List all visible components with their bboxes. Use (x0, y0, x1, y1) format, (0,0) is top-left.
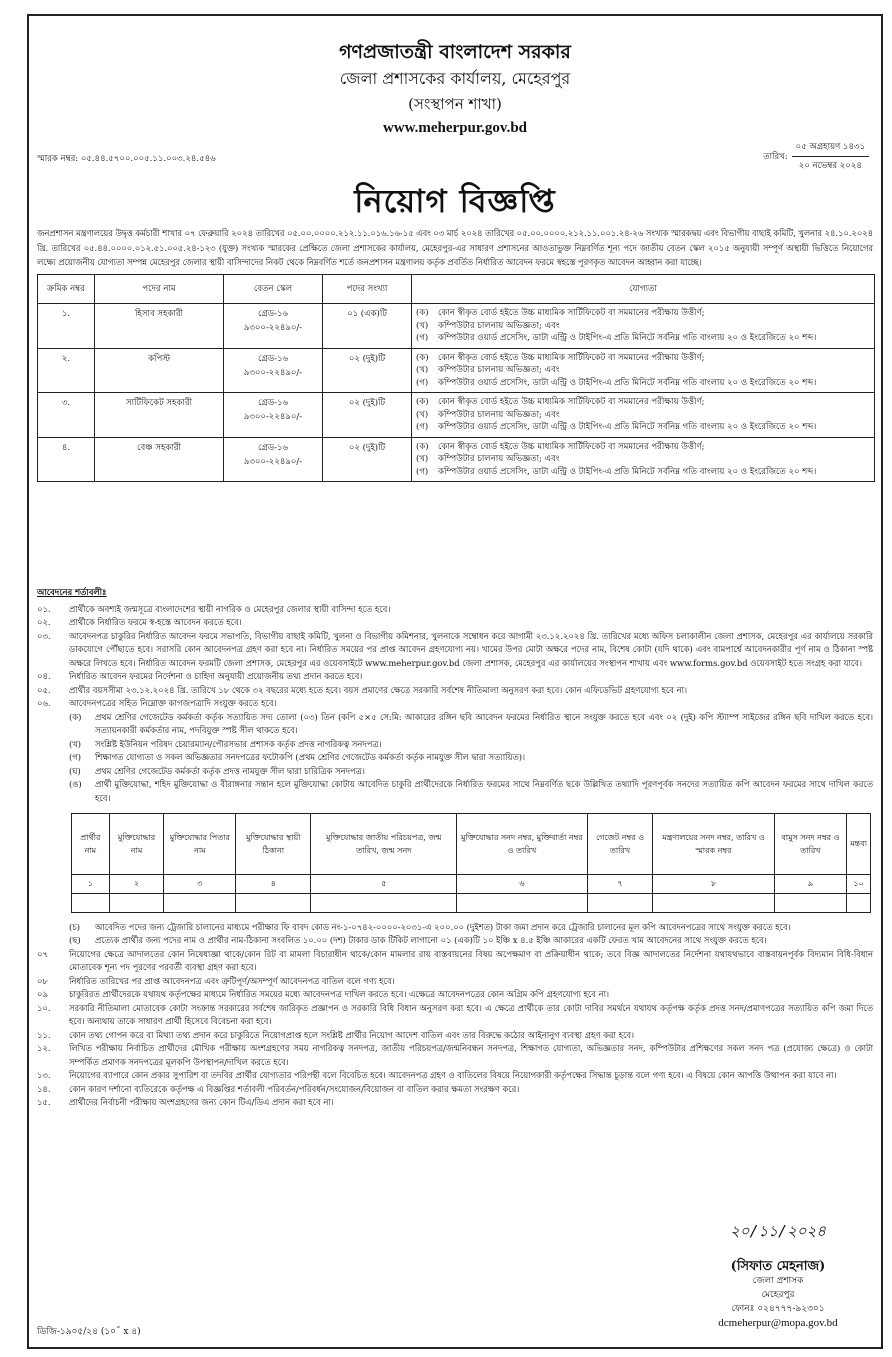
qualification-key: (গ) (416, 422, 429, 432)
condition-item (37, 684, 873, 698)
qualification-key: (ক) (416, 441, 429, 452)
post-row (38, 393, 875, 438)
item-number: ১৫. (37, 1097, 51, 1107)
item-text: প্রথম শ্রেণির গেজেটেড কর্মকর্তা কর্তৃক প্রদত্ত নামযুক্ত সীল দ্বারা চারিত্রিক সনদপত্র। (95, 765, 365, 776)
condition-sub-item (37, 711, 873, 738)
qualification-item (416, 352, 870, 365)
item-number: (খ) (69, 738, 82, 749)
item-text: শিক্ষাগত যোগ্যতা ও সকল অভিজ্ঞতার সনদপত্রের ফটোকপি (প্রথম শ্রেণির গেজেটেড কর্মকর্তা কর্তৃক নামযুক্ত সীল দ্বারা সত্যায়িত)। (95, 752, 525, 762)
ff-blank-cell (164, 893, 236, 912)
condition-item (37, 1083, 873, 1097)
ff-blank-cell (653, 893, 774, 912)
item-text: চাকুরিরত প্রার্থীদেরকে যথাযথ কর্তৃপক্ষের মাধ্যমে নির্ধারিত সময়ের মধ্যে আবেদনপত্র দাখিল করতে হবে। এক্ষেত্রে আবেদনপত্রের কোন অগ্রিম কপি গ্রহণযোগ্য হবে না। (69, 989, 610, 999)
item-number: ০৭ (37, 948, 48, 959)
post-count: ০২ (দুই)টি (323, 393, 412, 438)
posts-header-row (38, 275, 875, 304)
signature-block (693, 1224, 863, 1330)
item-text: প্রার্থীকে অবশ্যই জন্মসূত্রে বাংলাদেশের স্থায়ী নাগরিক ও মেহেরপুর জেলার স্থায়ী বাসিন্দা হতে হবে। (69, 603, 391, 614)
post-count: ০২ (দুই)টি (323, 437, 412, 482)
post-scale: ৯৩০০-২২৪৯০/- (243, 412, 303, 422)
qualification-key: (ক) (416, 308, 429, 318)
qualification-key: (ক) (416, 397, 429, 407)
ff-column-number: ২ (109, 875, 164, 894)
item-text: নির্ধারিত আবেদন ফরমের নির্দেশনা ও চাহিদা অনুযায়ী প্রয়োজনীয় তথ্য প্রদান করতে হবে। (69, 671, 363, 681)
item-number: ১০. (37, 1002, 51, 1013)
qualification-text: কোন স্বীকৃত বোর্ড হইতে উচ্চ মাধ্যমিক সার্টিফিকেট বা সমমানের পরীক্ষায় উত্তীর্ণ; (438, 397, 705, 407)
ff-column-header: মুক্তিযোদ্ধার পিতার নাম (164, 814, 236, 875)
post-scale: ৯৩০০-২২৪৯০/- (243, 456, 303, 467)
item-text: প্রথম শ্রেণির গেজেটেড কর্মকর্তা কর্তৃক সত্যায়িত সদ্য তোলা (০৩) তিন (কপি ৫×৫ সে:মি: আকারের রঙ্গিন ছবি আবেদন ফরমের নির্ধারিত স্থানে সংযুক্ত করতে হবে এবং ০২ (দুই) কপি স্ট্যাম্প সাইজের রঙ্গিন ছবি দাখিল করতে হবে। সত্যায়নকারী কর্মকর্তার নাম, পদবিযুক্ত স্পষ্ট সীল থাকতে হবে। (95, 711, 873, 735)
condition-sub-item (37, 751, 873, 765)
ff-blank-cell (774, 893, 847, 912)
ff-column-header: মুক্তিযোদ্ধার সনদ নম্বর, মুক্তিবার্তা নম্বর ও তারিখ (457, 814, 587, 875)
condition-sub-item (37, 765, 873, 779)
qualification-text: কম্পিউটার ওয়ার্ড প্রসেসিং, ডাটা এন্ট্রি ও টাইপিং-এ প্রতি মিনিটে সর্বনিম্ন গতি বাংলায় ২০ ও ইংরেজিতে ২০ শব্দ। (438, 377, 817, 388)
item-text: নিয়োগের ব্যাপারে কোন প্রকার সুপারিশ বা তদবির প্রার্থীর যোগ্যতার পরিপন্থী বলে বিবেচিত হবে। আবেদনপত্র গ্রহণ ও বাতিলের বিষয়ে নিয়োগকারী কর্তৃপক্ষের সিদ্ধান্ত চূড়ান্ত বলে গণ্য হবে। এ বিষয়ে কোন আপত্তি উত্থাপন করা যাবে না। (69, 1070, 837, 1080)
post-grade: গ্রেড-১৬ (258, 353, 288, 364)
post-pay-scale (224, 304, 323, 349)
conditions-section (37, 586, 873, 1110)
ff-number-row (72, 875, 871, 894)
office-name: জেলা প্রশাসকের কার্যালয়, মেহেরপুর (339, 69, 571, 88)
condition-item (37, 603, 873, 617)
branch-name: (সংস্থাপন শাখা) (408, 95, 502, 113)
item-text: সরকারি নীতিমালা মোতাবেক কোটা সংক্রান্ত সরকারের সর্বশেষ জারিকৃত প্রজ্ঞাপন ও সরকারি বিধি বিধান অনুসরণ করা হবে। এ ক্ষেত্রে প্রার্থীকে তার কোটা দাবির সমর্থনে যথাযথ কর্তৃপক্ষ কর্তৃক প্রদত্ত সনদ/প্রমাণপত্রের সত্যায়িত কপি জমা দিতে হবে। অন্যথায় তাকে সাধারণ প্রার্থী হিসেবে বিবেচনা করা হবে। (69, 1002, 873, 1026)
post-serial: ১. (38, 304, 95, 349)
ff-blank-cell (847, 893, 871, 912)
post-qualification (412, 348, 875, 393)
condition-item (37, 948, 873, 975)
item-number: ১৩. (37, 1070, 51, 1080)
qualification-item (416, 307, 870, 320)
post-name: বেঞ্চ সহকারী (95, 437, 224, 482)
post-serial: ৩. (38, 393, 95, 438)
ff-header-row (72, 814, 871, 875)
post-row (38, 304, 875, 349)
condition-item (37, 616, 873, 630)
post-pay-scale (224, 348, 323, 393)
qualification-item (416, 409, 870, 422)
post-scale: ৯৩০০-২২৪৯০/- (243, 323, 303, 333)
post-grade: গ্রেড-১৬ (258, 398, 288, 408)
ff-blank-cell (311, 893, 457, 912)
qualification-item (416, 466, 870, 479)
condition-sub-item (37, 921, 873, 935)
date-block (763, 140, 869, 173)
qualification-text: কম্পিউটার ওয়ার্ড প্রসেসিং, ডাটা এন্ট্রি ও টাইপিং-এ প্রতি মিনিটে সর্বনিম্ন গতি বাংলায় ২০ ও ইংরেজিতে ২০ শব্দ। (438, 422, 817, 432)
qualification-key: (খ) (416, 365, 429, 375)
condition-item (37, 670, 873, 684)
footer-code: ডিজি-১৯০৫/২৪ (১০˝ x ৪) (37, 1327, 141, 1337)
ff-column-number: ৯ (774, 875, 847, 894)
ff-column-number: ৮ (653, 875, 774, 894)
condition-item (37, 1002, 873, 1029)
post-count: ০২ (দুই)টি (323, 348, 412, 393)
qualification-item (416, 377, 870, 390)
col-pay-scale: বেতন স্কেল (224, 275, 323, 304)
condition-item (37, 988, 873, 1002)
ff-column-header: মুক্তিযোদ্ধার জাতীয় পরিচয়পত্র, জন্ম তারিখ, জন্ম সনদ (311, 814, 457, 875)
signatory-district: মেহেরপুর (761, 1290, 795, 1300)
qualification-item (416, 320, 870, 333)
item-number: ১১. (37, 1029, 51, 1040)
qualification-key: (খ) (416, 454, 429, 464)
item-text: আবেদনপত্র চাকুরির নির্ধারিত আবেদন ফরমে সভাপতি, বিভাগীয় বাছাই কমিটি, খুলনা ও বিভাগীয় কমিশনার, খুলনাকে সম্বোধন করে আগামী ২৩.১২.২০২৪ খ্রি. তারিখের মধ্যে অফিস চলাকালীন জেলা প্রশাসক, মেহেরপুর এর কার্যালয়ে সরকারি ডাকযোগে পৌঁছাতে হবে। সরাসরি কোন আবেদনপত্র গ্রহণ করা হবে না। নির্ধারিত সময়ের পর প্রাপ্ত আবেদন গ্রহণযোগ্য নয়। খামের উপর মোটা অক্ষরে পদের নাম, বিশেষ কোটা (যদি থাকে) এবং বামপার্শ্বে আবেদনকারীর পূর্ণ নাম ও ঠিকানা স্পষ্ট অক্ষরে লিখতে হবে। নির্ধারিত আবেদন ফরমটি জেলা প্রশাসক, মেহেরপুর এর ওয়েবসাইটে www.meherpur.gov.bd জেলা প্রশাসক, মেহেরপুর এর কার্যালয়ের সংস্থাপন শাখায় এবং www.forms.gov.bd ওয়েবসাইট হতে সংগ্রহ করা যাবে। (69, 630, 873, 668)
condition-sub-item (37, 934, 873, 948)
condition-item (37, 630, 873, 671)
qualification-text: কোন স্বীকৃত বোর্ড হইতে উচ্চ মাধ্যমিক সার্টিফিকেট বা সমমানের পরীক্ষায় উত্তীর্ণ; (438, 308, 705, 318)
item-text: প্রত্যেক প্রার্থীর জন্য পদের নাম ও প্রার্থীর নাম-ঠিকানা সংবলিত ১০.০০ (দশ) টাকার ডাক টিকিট লাগানো ০১ (এক)টি ১০ ইঞ্চি x ৪.৫ ইঞ্চি আকারের একটি ফেরত খাম আবেদনের সাথে সংযুক্ত করতে হবে। (95, 935, 767, 945)
item-text: নির্ধারিত তারিখের পর প্রাপ্ত আবেদনপত্র এবং ত্রুটিপূর্ণ/অসম্পূর্ণ আবেদনপত্র বাতিল বলে গণ্য হবে। (69, 975, 395, 986)
item-text: প্রার্থীর বয়সসীমা ২৩.১২.২০২৪ খ্রি. তারিখে ১৮ থেকে ৩২ বছরের মধ্যে হতে হবে। বয়স প্রমাণের ক্ষেত্রে সরকারি সর্বশেষ নীতিমালা অনুসরণ করা হবে। কোন এফিডেভিট গ্রহণযোগ্য হবে না। (69, 684, 688, 695)
item-text: প্রার্থীকে নির্ধারিত ফরমে স্ব-হস্তে আবেদন করতে হবে। (69, 617, 242, 627)
ff-column-number: ৫ (311, 875, 457, 894)
qualification-text: কোন স্বীকৃত বোর্ড হইতে উচ্চ মাধ্যমিক সার্টিফিকেট বা সমমানের পরীক্ষায় উত্তীর্ণ; (438, 352, 705, 363)
ff-column-header: গেজেট নম্বর ও তারিখ (587, 814, 653, 875)
ff-column-header: মন্তব্য (847, 814, 871, 875)
item-number: ০৩. (37, 630, 51, 641)
post-name: সার্টিফিকেট সহকারী (95, 393, 224, 438)
condition-item (37, 697, 873, 711)
ff-column-header: বামুস সনদ নম্বর ও তারিখ (774, 814, 847, 875)
post-qualification (412, 304, 875, 349)
qualification-item (416, 441, 870, 454)
date-english: ২০ নভেম্বর ২০২৪ (798, 161, 862, 171)
item-text: লিখিত পরীক্ষায় নির্বাচিত প্রার্থীদের মৌখিক পরীক্ষায় অংশগ্রহণের সময় নাগরিকত্ব সনদপত্র, জাতীয় পরিচয়পত্র/জন্মনিবন্ধন সনদপত্র, শিক্ষাগত যোগ্যতা, অভিজ্ঞতার সনদ, কম্পিউটার প্রশিক্ষণের সকল সনদ পত্র (প্রযোজ্য ক্ষেত্রে) ও কোটা সম্পর্কিত প্রমাণক সনদপত্রের মূলকপি উপস্থাপন/দাখিল করতে হবে। (69, 1043, 873, 1067)
col-qualification: যোগ্যতা (412, 275, 875, 304)
ff-blank-cell (109, 893, 164, 912)
item-text: কোন তথ্য গোপন করে বা মিথ্যা তথ্য প্রদান করে চাকুরিতে নিয়োগপ্রাপ্ত হলে সংশ্লিষ্ট প্রার্থীর নিয়োগ আদেশ বাতিল এবং তার বিরুদ্ধে কঠোর আইনানুগ ব্যবস্থা গ্রহণ করা হবে। (69, 1029, 635, 1040)
qualification-key: (ক) (416, 352, 429, 363)
item-number: (ক) (69, 711, 82, 722)
qualification-key: (খ) (416, 409, 429, 420)
item-number: (ঘ) (69, 765, 81, 776)
post-row (38, 437, 875, 482)
freedom-fighter-table (71, 813, 871, 913)
qualification-key: (গ) (416, 377, 429, 388)
post-serial: ৪. (38, 437, 95, 482)
signatory-email[interactable]: dcmeherpur@mopa.gov.bd (718, 1317, 838, 1329)
condition-item (37, 1042, 873, 1069)
condition-item (37, 1069, 873, 1083)
item-text: কোন কারণ দর্শানো ব্যতিরেকে কর্তৃপক্ষ এ বিজ্ঞপ্তির শর্তাবলী পরিবর্তন/পরিবর্ধন/সংযোজন/বিয়োজন বা বাতিল করার ক্ষমতা সংরক্ষণ করে। (69, 1083, 520, 1094)
ff-column-number: ৩ (164, 875, 236, 894)
col-post-count: পদের সংখ্যা (323, 275, 412, 304)
item-text: নিয়োগের ক্ষেত্রে আদালতের কোন নিষেধাজ্ঞা থাকে/কোন রিট বা মামলা বিচারাধীন থাকে/কোন মামলার রায় বাস্তবায়নের বিষয় অপেক্ষমাণ বা প্রক্রিয়াধীন থাকে; তবে বিজ্ঞ আদালতের নির্দেশনা যথাযথভাবে বাস্তবায়নপূর্বক বিদ্যমান বিধি-বিধান মোতাবেক শূন্য পদ পূরণের পরবর্তী ব্যবস্থা গ্রহণ করা হবে। (69, 948, 873, 972)
qualification-item (416, 364, 870, 377)
qualification-item (416, 332, 870, 345)
condition-item (37, 1096, 873, 1110)
qualification-text: কম্পিউটার ওয়ার্ড প্রসেসিং, ডাটা এন্ট্রি ও টাইপিং-এ প্রতি মিনিটে সর্বনিম্ন গতি বাংলায় ২০ ও ইংরেজিতে ২০ শব্দ। (438, 333, 817, 343)
ff-column-header: মন্ত্রণালয়ের সনদ নম্বর, তারিখ ও স্মারক নম্বর (653, 814, 774, 875)
condition-sub-item (37, 738, 873, 752)
qualification-text: কোন স্বীকৃত বোর্ড হইতে উচ্চ মাধ্যমিক সার্টিফিকেট বা সমমানের পরীক্ষায় উত্তীর্ণ; (438, 441, 705, 452)
government-title: গণপ্রজাতন্ত্রী বাংলাদেশ সরকার (339, 41, 571, 63)
conditions-heading: আবেদনের শর্তাবলীঃ (37, 587, 107, 597)
ff-blank-row (72, 893, 871, 912)
post-name: কপিস্ট (95, 348, 224, 393)
qualification-item (416, 453, 870, 466)
item-text: সংশ্লিষ্ট ইউনিয়ন পরিষদ চেয়ারম্যান/পৌরসভার প্রশাসক কর্তৃক প্রদত্ত নাগরিকত্ব সনদপত্র। (95, 738, 382, 749)
item-number: ০৯ (37, 989, 48, 999)
item-number: ১২. (37, 1043, 51, 1053)
ff-column-number: ১ (72, 875, 110, 894)
qualification-text: কম্পিউটার চালনায় অভিজ্ঞতা; এবং (438, 365, 560, 375)
item-number: ০৬. (37, 698, 51, 708)
post-name: হিসাব সহকারী (95, 304, 224, 349)
item-number: (গ) (69, 752, 82, 762)
notice-frame (27, 14, 883, 1349)
ff-column-header: মুক্তিযোদ্ধার স্থায়ী ঠিকানা (236, 814, 311, 875)
post-pay-scale (224, 393, 323, 438)
signatory-phone: ফোনঃ ০২৪৭৭৭-৯২৩০১ (731, 1304, 825, 1314)
qualification-item (416, 396, 870, 409)
item-text: আবেদিত পদের জন্য ট্রেজারি চালানের মাধ্যমে পরীক্ষার ফি বাবদ কোড নং-১-০৭৪২-০০০০-২০৩১-এ ২০০.০০ (দুইশত) টাকা জমা প্রদান করে ট্রেজারি চালানের মূল কপি আবেদনপত্রের সাথে সংযুক্ত করতে হবে। (95, 921, 791, 932)
ff-column-number: ৭ (587, 875, 653, 894)
intro-paragraph: জনপ্রশাসন মন্ত্রণালয়ের উদ্বৃত্ত কর্মচারী শাখার ০৭ ফেব্রুয়ারি ২০২৪ তারিখের ০৫.০০.০০০০.২১২.১১.০১৬.১৬-১৫ এবং ০৩ মার্চ ২০২৪ তারিখের ০৫.০০.০০০০.২১২.১১.০০১.২৪-২৬ সংখ্যক স্মারকদ্বয় এবং বিভাগীয় বাছাই কমিটি, খুলনার ২৪.১০.২০২৪ খ্রি. তারিখের ০৫.৪৪.০০০০.০১২.৫১.০০৫.২৪-১২৩ (যুক্ত) সংখ্যক স্মারকের প্রেক্ষিতে জেলা প্রশাসকের কার্যালয়, মেহেরপুর-এর সাধারণ প্রশাসনের আওতাভুক্ত নিম্নবর্ণিত শূন্য পদে জাতীয় বেতন স্কেল ২০১৫ অনুযায়ী সম্পূর্ণ অস্থায়ী ভিত্তিতে নিয়োগের লক্ষ্যে প্রয়োজনীয় যোগ্যতা সম্পন্ন মেহেরপুর জেলার স্থায়ী বাসিন্দাদের নিকট থেকে নিম্নবর্ণিত শর্তে জনপ্রশাসন মন্ত্রণালয় কর্তৃক প্রবর্তিত নির্ধারিত আবেদন ফরমে স্বহস্তে পূরণকৃত আবেদন আহ্বান করা যাচ্ছে। (37, 228, 873, 267)
qualification-key: (গ) (416, 333, 429, 343)
qualification-key: (খ) (416, 320, 429, 331)
item-number: (ঙ) (69, 779, 82, 789)
item-number: ০১. (37, 603, 51, 614)
post-pay-scale (224, 437, 323, 482)
item-text: আবেদনপত্রের সহিত নিম্নোক্ত কাগজপত্রাদি সংযুক্ত করতে হবে। (69, 698, 277, 708)
qualification-text: কম্পিউটার ওয়ার্ড প্রসেসিং, ডাটা এন্ট্রি ও টাইপিং-এ প্রতি মিনিটে সর্বনিম্ন গতি বাংলায় ২০ ও ইংরেজিতে ২০ শব্দ। (438, 466, 817, 477)
qualification-key: (গ) (416, 466, 429, 477)
item-number: ১৪. (37, 1083, 51, 1094)
post-grade: গ্রেড-১৬ (258, 442, 288, 453)
ff-blank-cell (72, 893, 110, 912)
condition-item (37, 975, 873, 989)
post-scale: ৯৩০০-২২৪৯০/- (243, 367, 303, 378)
ff-column-header: মুক্তিযোদ্ধার নাম (109, 814, 164, 875)
qualification-text: কম্পিউটার চালনায় অভিজ্ঞতা; এবং (438, 409, 560, 420)
signatory-name: (সিফাত মেহনাজ) (730, 1259, 826, 1274)
posts-table (37, 274, 875, 482)
qualification-text: কম্পিউটার চালনায় অভিজ্ঞতা; এবং (438, 454, 560, 464)
item-number: ০২. (37, 617, 51, 627)
qualification-text: কম্পিউটার চালনায় অভিজ্ঞতা; এবং (438, 320, 560, 331)
condition-sub-item (37, 778, 873, 805)
ff-column-number: ১০ (847, 875, 871, 894)
post-row (38, 348, 875, 393)
item-number: (চ) (69, 921, 81, 932)
date-bangla: ০৫ অগ্রহায়ণ ১৪৩১ (792, 140, 869, 157)
date-label: তারিখ: (763, 151, 788, 162)
col-post-name: পদের নাম (95, 275, 224, 304)
item-text: প্রার্থীদের নির্বাচনী পরীক্ষায় অংশগ্রহণের জন্য কোন টিএ/ডিএ প্রদান করা হবে না। (69, 1097, 334, 1107)
ff-blank-cell (236, 893, 311, 912)
item-number: ০৮ (37, 975, 48, 986)
ff-column-header: প্রার্থীর নাম (72, 814, 110, 875)
ff-blank-cell (457, 893, 587, 912)
post-grade: গ্রেড-১৬ (258, 309, 288, 319)
ff-blank-cell (587, 893, 653, 912)
website-link[interactable]: www.meherpur.gov.bd (382, 120, 528, 136)
item-text: প্রার্থী মুক্তিযোদ্ধা, শহিদ মুক্তিযোদ্ধা ও বীরাঙ্গনার সন্তান হলে মুক্তিযোদ্ধা কোটায় আবেদিত চাকুরি প্রার্থীদেরকে নির্ধারিত ফরমের সাথে নিম্নবর্ণিত ছকে উল্লিখিত তথ্যাদি পূরণপূর্বক সনদের সত্যায়িত কপি আবেদন ফরমের সাথে দাখিল করতে হবে। (95, 779, 873, 803)
ff-column-number: ৪ (236, 875, 311, 894)
ff-column-number: ৬ (457, 875, 587, 894)
post-count: ০১ (এক)টি (323, 304, 412, 349)
item-number: ০৫. (37, 684, 51, 695)
signatory-designation: জেলা প্রশাসক (752, 1276, 804, 1286)
item-number: (ছ) (69, 935, 81, 945)
post-qualification (412, 393, 875, 438)
signature-scribble: ২০/১১/২০২৪ (729, 1222, 827, 1240)
memo-number: স্মারক নম্বর: ০৫.৪৪.৫৭০০.০০৫.১১.০০৩.২৪.৫৪৬ (37, 154, 216, 164)
qualification-item (416, 421, 870, 434)
condition-item (37, 1029, 873, 1043)
post-serial: ২. (38, 348, 95, 393)
notice-title: নিয়োগ বিজ্ঞপ্তি (354, 182, 556, 220)
item-number: ০৪. (37, 671, 51, 681)
col-serial: ক্রমিক নম্বর (38, 275, 95, 304)
post-qualification (412, 437, 875, 482)
